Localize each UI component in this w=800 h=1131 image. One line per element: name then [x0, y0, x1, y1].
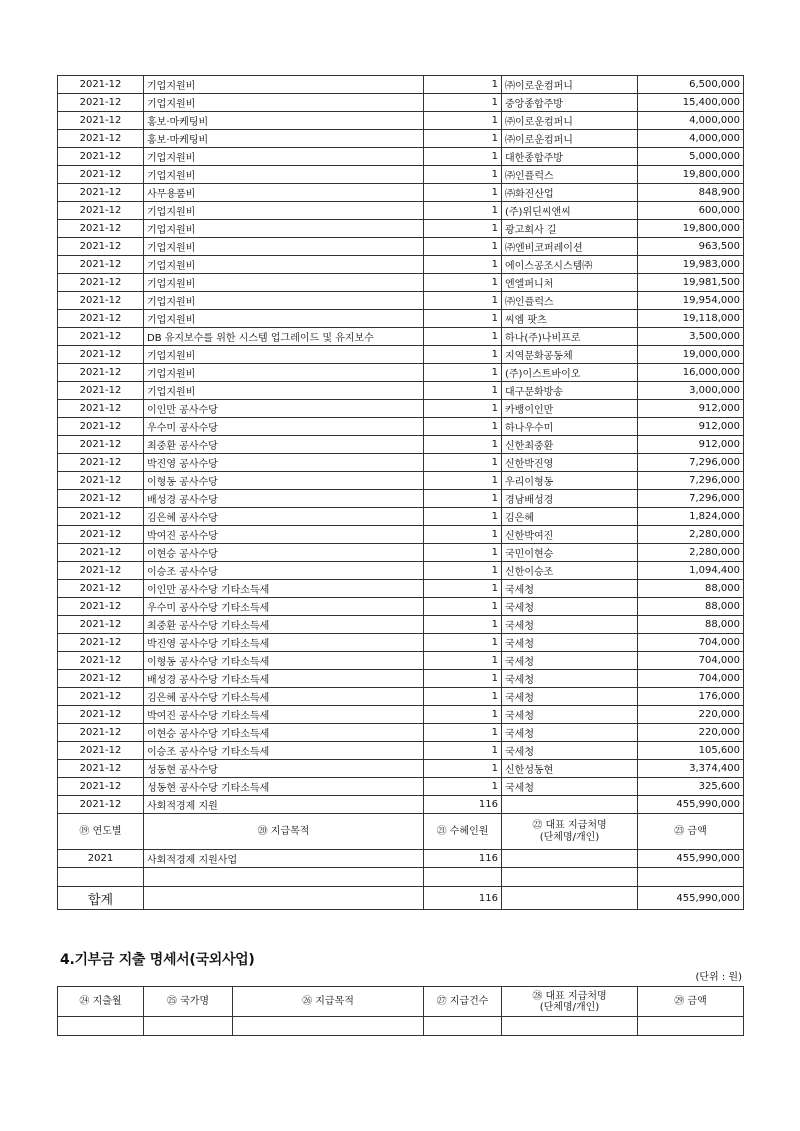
total-row	[58, 887, 744, 910]
row-purpose: 기업지원비	[144, 166, 424, 184]
row-month: 2021-12	[58, 472, 144, 490]
row-purpose: 박여진 공사수당	[144, 526, 424, 544]
row-purpose: 이인만 공사수당	[144, 400, 424, 418]
row-month: 2021-12	[58, 328, 144, 346]
row-purpose: 기업지원비	[144, 94, 424, 112]
row-payee: 신한박여진	[502, 526, 638, 544]
row-count: 1	[424, 94, 502, 112]
header-country: ㉕ 국가명	[144, 987, 233, 1017]
row-count: 1	[424, 292, 502, 310]
row-payee: 국세청	[502, 634, 638, 652]
table-row	[58, 616, 744, 634]
row-payee: 국세청	[502, 670, 638, 688]
row-count: 1	[424, 688, 502, 706]
row-purpose: 사회적경제 지원	[144, 796, 424, 814]
row-month: 2021-12	[58, 454, 144, 472]
row-payee: 신한이승조	[502, 562, 638, 580]
total-beneficiaries: 116	[424, 887, 502, 910]
row-count: 1	[424, 328, 502, 346]
row-month: 2021-12	[58, 688, 144, 706]
row-purpose: 홍보·마케팅비	[144, 130, 424, 148]
row-count: 1	[424, 76, 502, 94]
row-count: 1	[424, 220, 502, 238]
row-month: 2021-12	[58, 292, 144, 310]
row-amount: 3,500,000	[638, 328, 744, 346]
row-payee: ㈜이로운컴퍼니	[502, 76, 638, 94]
table-row	[58, 184, 744, 202]
table-row	[58, 328, 744, 346]
row-month: 2021-12	[58, 310, 144, 328]
row-amount: 2,280,000	[638, 526, 744, 544]
row-purpose: 이승조 공사수당	[144, 562, 424, 580]
header-s4-payee-line1: ㉘ 대표 지급처명	[532, 990, 607, 1002]
row-amount: 220,000	[638, 724, 744, 742]
table-row	[58, 778, 744, 796]
row-payee: 씨엠 팟츠	[502, 310, 638, 328]
row-amount: 1,094,400	[638, 562, 744, 580]
row-purpose: 이현승 공사수당	[144, 544, 424, 562]
row-count: 1	[424, 184, 502, 202]
table-row	[58, 292, 744, 310]
row-amount: 19,983,000	[638, 256, 744, 274]
row-amount: 600,000	[638, 202, 744, 220]
row-month: 2021-12	[58, 184, 144, 202]
header-s4-payee	[502, 987, 638, 1017]
table-row	[58, 454, 744, 472]
row-amount: 704,000	[638, 652, 744, 670]
row-month: 2021-12	[58, 274, 144, 292]
row-amount: 4,000,000	[638, 112, 744, 130]
row-month: 2021-12	[58, 220, 144, 238]
row-payee: ㈜이로운컴퍼니	[502, 112, 638, 130]
row-purpose: 이인만 공사수당 기타소득세	[144, 580, 424, 598]
row-month: 2021-12	[58, 634, 144, 652]
table-row	[58, 508, 744, 526]
table-row	[58, 760, 744, 778]
header-amount: ㉓ 금액	[638, 814, 744, 850]
row-count: 1	[424, 544, 502, 562]
row-count: 1	[424, 724, 502, 742]
row-payee: 중앙종합주방	[502, 94, 638, 112]
table-row	[58, 256, 744, 274]
row-amount: 912,000	[638, 418, 744, 436]
row-count: 1	[424, 472, 502, 490]
row-payee: ㈜엔비코퍼레이션	[502, 238, 638, 256]
row-payee: 국세청	[502, 652, 638, 670]
row-count: 1	[424, 616, 502, 634]
table-row	[58, 220, 744, 238]
row-month: 2021-12	[58, 544, 144, 562]
total-amount: 455,990,000	[638, 887, 744, 910]
row-purpose: 성동현 공사수당	[144, 760, 424, 778]
row-month: 2021-12	[58, 706, 144, 724]
row-month: 2021-12	[58, 166, 144, 184]
row-count: 1	[424, 742, 502, 760]
row-month: 2021-12	[58, 364, 144, 382]
row-amount: 3,374,400	[638, 760, 744, 778]
row-purpose: 기업지원비	[144, 220, 424, 238]
row-month: 2021-12	[58, 436, 144, 454]
row-amount: 7,296,000	[638, 472, 744, 490]
row-purpose: 이형동 공사수당	[144, 472, 424, 490]
table-row	[58, 274, 744, 292]
row-payee: 엔엘퍼니처	[502, 274, 638, 292]
row-payee: 하나우수미	[502, 418, 638, 436]
overseas-expenditure-table	[57, 986, 744, 1036]
row-purpose: 김은혜 공사수당	[144, 508, 424, 526]
row-count: 1	[424, 580, 502, 598]
row-payee: 광고회사 길	[502, 220, 638, 238]
table-row	[58, 148, 744, 166]
row-month: 2021-12	[58, 76, 144, 94]
row-payee: 카뱅이인만	[502, 400, 638, 418]
row-month: 2021-12	[58, 796, 144, 814]
row-payee: 국세청	[502, 688, 638, 706]
row-amount: 325,600	[638, 778, 744, 796]
row-purpose: 성동현 공사수당 기타소득세	[144, 778, 424, 796]
row-count: 1	[424, 562, 502, 580]
row-payee: 국세청	[502, 778, 638, 796]
expenditure-rows	[58, 76, 744, 814]
yearly-payee	[502, 850, 638, 868]
row-month: 2021-12	[58, 616, 144, 634]
row-payee: 신한박진영	[502, 454, 638, 472]
row-count: 1	[424, 382, 502, 400]
table-row	[58, 706, 744, 724]
row-month: 2021-12	[58, 256, 144, 274]
row-amount: 704,000	[638, 634, 744, 652]
row-month: 2021-12	[58, 724, 144, 742]
row-payee: ㈜이로운컴퍼니	[502, 130, 638, 148]
header-payee-line1: ㉒ 대표 지급처명	[532, 819, 607, 831]
row-amount: 1,824,000	[638, 508, 744, 526]
row-payee: 에이스공조시스템㈜	[502, 256, 638, 274]
row-count: 1	[424, 400, 502, 418]
row-payee: 우리이형동	[502, 472, 638, 490]
row-payee: ㈜화진산업	[502, 184, 638, 202]
table-row	[58, 634, 744, 652]
row-payee: 국세청	[502, 742, 638, 760]
row-month: 2021-12	[58, 202, 144, 220]
yearly-header-row	[58, 814, 744, 850]
row-count: 1	[424, 238, 502, 256]
row-payee: 김은혜	[502, 508, 638, 526]
header-s4-amount: ㉙ 금액	[638, 987, 744, 1017]
table-row	[58, 112, 744, 130]
yearly-row	[58, 850, 744, 868]
row-payee: 국세청	[502, 706, 638, 724]
row-amount: 6,500,000	[638, 76, 744, 94]
row-purpose: 기업지원비	[144, 238, 424, 256]
table-row	[58, 310, 744, 328]
row-purpose: 최중환 공사수당 기타소득세	[144, 616, 424, 634]
row-count: 1	[424, 652, 502, 670]
row-purpose: 기업지원비	[144, 148, 424, 166]
row-count: 1	[424, 148, 502, 166]
section4-title: 4.기부금 지출 명세서(국외사업)	[60, 952, 255, 968]
row-amount: 19,800,000	[638, 166, 744, 184]
row-count: 1	[424, 670, 502, 688]
row-purpose: 홍보·마케팅비	[144, 112, 424, 130]
row-purpose: 최중환 공사수당	[144, 436, 424, 454]
row-month: 2021-12	[58, 238, 144, 256]
row-amount: 704,000	[638, 670, 744, 688]
unit-label: (단위 : 원)	[695, 972, 742, 983]
table-row	[58, 688, 744, 706]
row-payee: ㈜인플럭스	[502, 292, 638, 310]
row-purpose: 기업지원비	[144, 346, 424, 364]
row-purpose: 우수미 공사수당	[144, 418, 424, 436]
yearly-beneficiaries: 116	[424, 850, 502, 868]
row-month: 2021-12	[58, 112, 144, 130]
row-count: 1	[424, 310, 502, 328]
header-month: ㉔ 지출월	[58, 987, 144, 1017]
row-purpose: 이형동 공사수당 기타소득세	[144, 652, 424, 670]
row-count: 1	[424, 526, 502, 544]
row-amount: 16,000,000	[638, 364, 744, 382]
row-payee: 신한성동현	[502, 760, 638, 778]
table-row	[58, 580, 744, 598]
table-row	[58, 202, 744, 220]
row-payee: ㈜인플럭스	[502, 166, 638, 184]
row-month: 2021-12	[58, 760, 144, 778]
row-amount: 88,000	[638, 598, 744, 616]
row-purpose: 배성경 공사수당	[144, 490, 424, 508]
row-purpose: DB 유지보수를 위한 시스템 업그레이드 및 유지보수	[144, 328, 424, 346]
row-amount: 105,600	[638, 742, 744, 760]
section4-header-row	[58, 987, 744, 1017]
header-s4-purpose: ㉖ 지급목적	[233, 987, 424, 1017]
row-amount: 19,981,500	[638, 274, 744, 292]
row-count: 1	[424, 112, 502, 130]
row-amount: 88,000	[638, 580, 744, 598]
row-count: 1	[424, 346, 502, 364]
row-amount: 912,000	[638, 436, 744, 454]
row-payee	[502, 796, 638, 814]
row-month: 2021-12	[58, 652, 144, 670]
row-payee: 지역문화공동체	[502, 346, 638, 364]
row-purpose: 기업지원비	[144, 364, 424, 382]
row-purpose: 이승조 공사수당 기타소득세	[144, 742, 424, 760]
table-row	[58, 598, 744, 616]
row-payee: 국민이현승	[502, 544, 638, 562]
row-month: 2021-12	[58, 94, 144, 112]
table-row	[58, 490, 744, 508]
row-purpose: 기업지원비	[144, 202, 424, 220]
row-month: 2021-12	[58, 508, 144, 526]
row-month: 2021-12	[58, 598, 144, 616]
row-month: 2021-12	[58, 148, 144, 166]
row-purpose: 사무용품비	[144, 184, 424, 202]
row-count: 1	[424, 778, 502, 796]
row-payee: 국세청	[502, 724, 638, 742]
table-row	[58, 670, 744, 688]
header-count: ㉗ 지급건수	[424, 987, 502, 1017]
row-amount: 2,280,000	[638, 544, 744, 562]
row-purpose: 우수미 공사수당 기타소득세	[144, 598, 424, 616]
header-purpose: ⑳ 지급목적	[144, 814, 424, 850]
row-amount: 7,296,000	[638, 490, 744, 508]
row-count: 1	[424, 166, 502, 184]
row-month: 2021-12	[58, 580, 144, 598]
row-amount: 19,000,000	[638, 346, 744, 364]
row-payee: (주)이스트바이오	[502, 364, 638, 382]
row-month: 2021-12	[58, 670, 144, 688]
row-amount: 176,000	[638, 688, 744, 706]
row-payee: 대구문화방송	[502, 382, 638, 400]
row-payee: 하나(주)나비프로	[502, 328, 638, 346]
row-amount: 19,954,000	[638, 292, 744, 310]
row-month: 2021-12	[58, 130, 144, 148]
row-count: 1	[424, 490, 502, 508]
section4-blank-row	[58, 1017, 744, 1036]
row-purpose: 기업지원비	[144, 310, 424, 328]
table-row	[58, 238, 744, 256]
header-year: ⑲ 연도별	[58, 814, 144, 850]
domestic-expenditure-table	[57, 75, 744, 910]
row-purpose: 기업지원비	[144, 274, 424, 292]
row-month: 2021-12	[58, 562, 144, 580]
table-row	[58, 400, 744, 418]
row-month: 2021-12	[58, 400, 144, 418]
row-amount: 848,900	[638, 184, 744, 202]
row-month: 2021-12	[58, 526, 144, 544]
row-count: 116	[424, 796, 502, 814]
row-purpose: 기업지원비	[144, 292, 424, 310]
table-row	[58, 472, 744, 490]
table-row	[58, 364, 744, 382]
yearly-amount: 455,990,000	[638, 850, 744, 868]
table-row	[58, 544, 744, 562]
table-row	[58, 166, 744, 184]
row-amount: 220,000	[638, 706, 744, 724]
table-row	[58, 436, 744, 454]
row-amount: 4,000,000	[638, 130, 744, 148]
row-month: 2021-12	[58, 778, 144, 796]
row-purpose: 박진영 공사수당	[144, 454, 424, 472]
row-purpose: 김은혜 공사수당 기타소득세	[144, 688, 424, 706]
table-row	[58, 724, 744, 742]
row-count: 1	[424, 634, 502, 652]
row-month: 2021-12	[58, 382, 144, 400]
row-count: 1	[424, 508, 502, 526]
row-payee: 경남배성경	[502, 490, 638, 508]
row-amount: 88,000	[638, 616, 744, 634]
row-amount: 19,118,000	[638, 310, 744, 328]
header-s4-payee-line2: (단체명/개인)	[539, 1001, 600, 1013]
row-amount: 963,500	[638, 238, 744, 256]
table-row	[58, 796, 744, 814]
row-month: 2021-12	[58, 742, 144, 760]
row-count: 1	[424, 598, 502, 616]
row-payee: 신한최중환	[502, 436, 638, 454]
row-amount: 15,400,000	[638, 94, 744, 112]
row-amount: 19,800,000	[638, 220, 744, 238]
row-count: 1	[424, 760, 502, 778]
table-row	[58, 130, 744, 148]
row-purpose: 배성경 공사수당 기타소득세	[144, 670, 424, 688]
row-month: 2021-12	[58, 418, 144, 436]
table-row	[58, 652, 744, 670]
row-count: 1	[424, 706, 502, 724]
row-count: 1	[424, 130, 502, 148]
row-amount: 3,000,000	[638, 382, 744, 400]
table-row	[58, 562, 744, 580]
row-count: 1	[424, 418, 502, 436]
row-amount: 7,296,000	[638, 454, 744, 472]
row-payee: 대한종합주방	[502, 148, 638, 166]
table-row	[58, 742, 744, 760]
row-purpose: 이현승 공사수당 기타소득세	[144, 724, 424, 742]
table-row	[58, 526, 744, 544]
header-payee	[502, 814, 638, 850]
row-amount: 5,000,000	[638, 148, 744, 166]
row-month: 2021-12	[58, 346, 144, 364]
row-count: 1	[424, 454, 502, 472]
row-payee: 국세청	[502, 616, 638, 634]
header-payee-line2: (단체명/개인)	[539, 831, 600, 843]
header-beneficiaries: ㉑ 수혜인원	[424, 814, 502, 850]
row-amount: 455,990,000	[638, 796, 744, 814]
row-count: 1	[424, 256, 502, 274]
table-row	[58, 94, 744, 112]
table-row	[58, 346, 744, 364]
row-count: 1	[424, 202, 502, 220]
row-amount: 912,000	[638, 400, 744, 418]
row-count: 1	[424, 436, 502, 454]
total-label: 합계	[58, 887, 144, 910]
row-count: 1	[424, 274, 502, 292]
row-payee: 국세청	[502, 580, 638, 598]
row-purpose: 기업지원비	[144, 76, 424, 94]
table-row	[58, 76, 744, 94]
row-purpose: 박여진 공사수당 기타소득세	[144, 706, 424, 724]
row-payee: (주)위딘씨앤씨	[502, 202, 638, 220]
table-row	[58, 418, 744, 436]
row-purpose: 기업지원비	[144, 256, 424, 274]
row-count: 1	[424, 364, 502, 382]
row-month: 2021-12	[58, 490, 144, 508]
yearly-purpose: 사회적경제 지원사업	[144, 850, 424, 868]
row-purpose: 기업지원비	[144, 382, 424, 400]
row-payee: 국세청	[502, 598, 638, 616]
row-purpose: 박진영 공사수당 기타소득세	[144, 634, 424, 652]
table-row	[58, 382, 744, 400]
yearly-year: 2021	[58, 850, 144, 868]
blank-row	[58, 868, 744, 887]
